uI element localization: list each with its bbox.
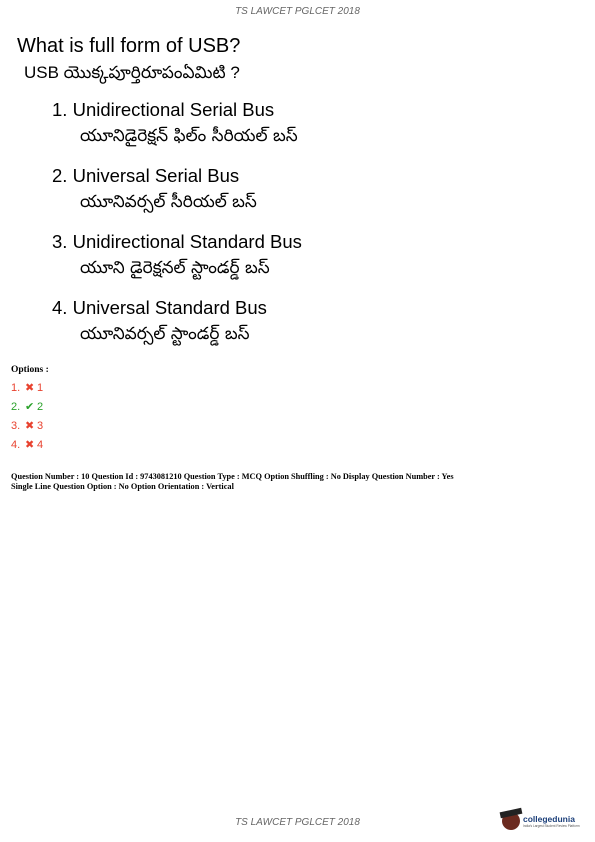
choice-3-english: 3. Unidirectional Standard Bus <box>52 231 302 252</box>
option-3: 3. ✖ 3 <box>11 417 49 436</box>
choice-1 <box>52 98 562 164</box>
metadata-line-1: Question Number : 10 Question Id : 9743081210 Question Type : MCQ Option Shuffling : No Display Question Number : Yes <box>11 472 454 481</box>
page-footer: TS LAWCET PGLCET 2018 <box>235 817 360 828</box>
question-block <box>17 34 577 86</box>
choice-2 <box>52 164 562 230</box>
question-metadata <box>11 472 586 492</box>
choice-1-english: 1. Unidirectional Serial Bus <box>52 99 275 120</box>
option-1: 1. ✖ 1 <box>11 379 49 398</box>
collegedunia-logo <box>502 806 592 836</box>
options-title: Options : <box>11 365 49 375</box>
choice-2-english: 2. Universal Serial Bus <box>52 165 240 186</box>
choice-3-telugu: యూని డైరెక్షనల్ స్టాండర్డ్ బస్ <box>80 258 270 278</box>
cross-icon: ✖ <box>25 439 35 451</box>
metadata-line-2: Single Line Question Option : No Option Orientation : Vertical <box>11 482 234 491</box>
options-list <box>11 365 49 455</box>
choice-3 <box>52 230 562 296</box>
cross-icon: ✖ <box>25 382 35 394</box>
choice-2-telugu: యూనివర్సల్ సీరియల్ బస్ <box>80 192 257 212</box>
choice-4-telugu: యూనివర్సల్ స్టాండర్డ్ బస్ <box>80 324 250 344</box>
answer-choices <box>52 98 562 362</box>
logo-name: collegedunia <box>523 813 575 824</box>
graduate-mascot-icon <box>502 812 520 830</box>
page-header: TS LAWCET PGLCET 2018 <box>235 6 360 17</box>
choice-4 <box>52 296 562 362</box>
logo-tagline: India's Largest Student Review Platform <box>523 823 580 828</box>
choice-4-english: 4. Universal Standard Bus <box>52 297 267 318</box>
check-icon: ✔ <box>25 401 35 413</box>
cross-icon: ✖ <box>25 420 35 432</box>
question-text-telugu: USB యొక్కపూర్తిరూపంఏమిటి ? <box>24 63 240 82</box>
option-2: 2. ✔ 2 <box>11 398 49 417</box>
choice-1-telugu: యూనిడైరెక్షన్ ఫిల్ం సీరియల్ బస్ <box>80 126 298 146</box>
option-4: 4. ✖ 4 <box>11 436 49 455</box>
question-text-english: What is full form of USB? <box>17 35 241 57</box>
